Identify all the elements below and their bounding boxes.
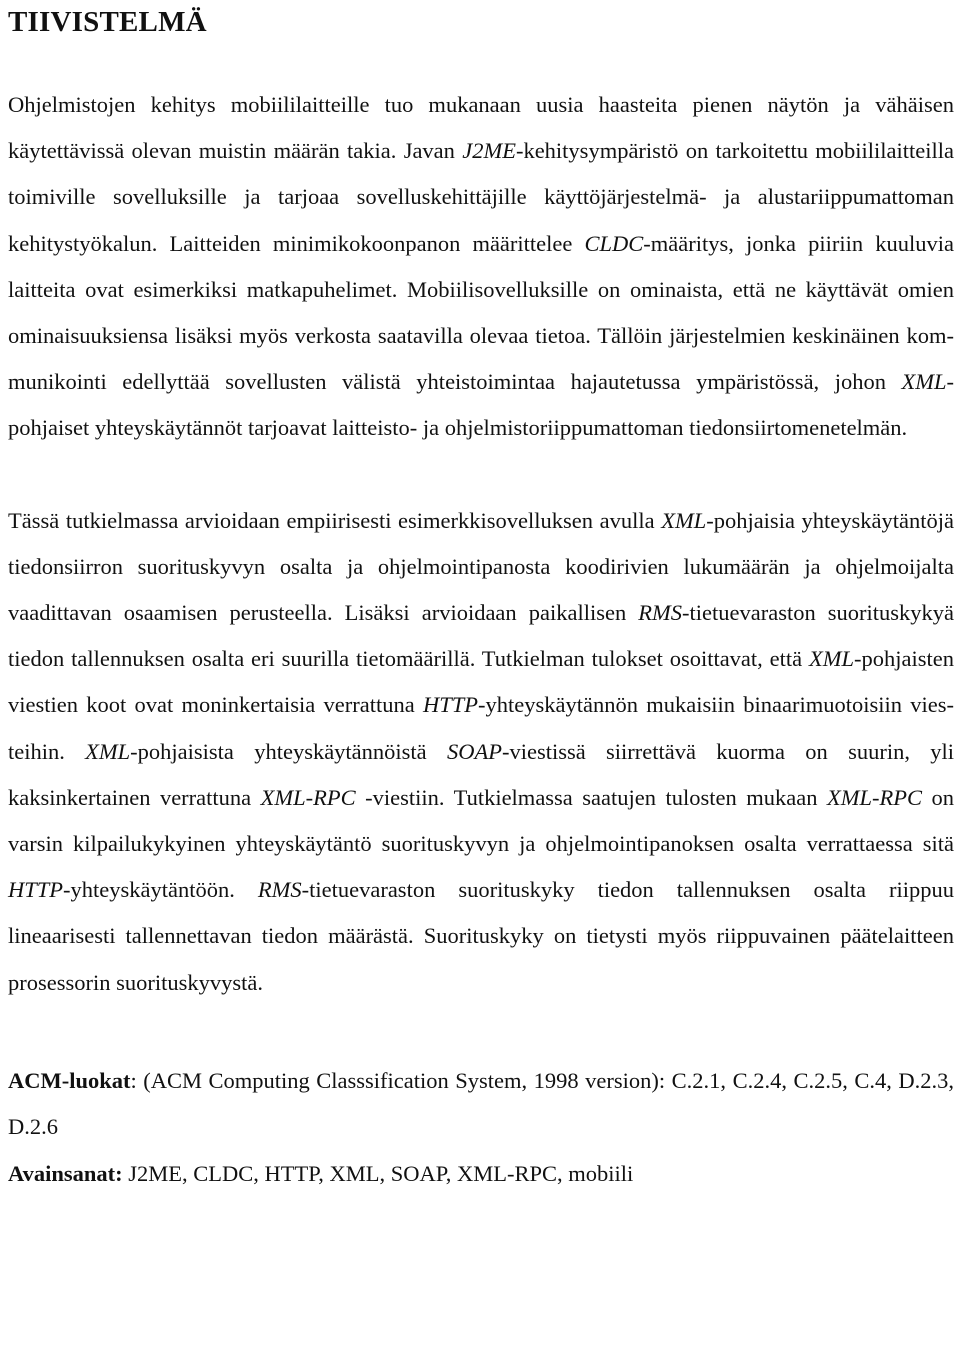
italic-term: SOAP <box>446 738 502 764</box>
text-run: -pohjaisten viestien koot ovat moninkertaisia verrattuna <box>8 646 954 718</box>
italic-term: XML <box>809 646 855 672</box>
keywords <box>8 1151 954 1198</box>
italic-term: XML <box>901 369 947 395</box>
text-run: -pohjaisista yhteyskäytännöistä <box>130 738 447 764</box>
italic-term: XML <box>661 507 707 533</box>
acm-label: ACM-luokat <box>8 1067 131 1093</box>
keywords-label: Avainsanat: <box>8 1160 123 1186</box>
text-run: Ohjelmistojen kehitys mobiililaitteille tuo mukanaan uusia haasteita pienen näytön ja vähäisen käytettävissä olevan muistin määrän takia. Javan <box>8 92 954 164</box>
text-run: -pohjaisia yhteyskäytäntöjä tiedonsiirron suorituskyvyn osalta ja ohjelmointipanosta koodirivien lukumäärän ja ohjelmoijalta vaadittavan osaamisen perusteella. Lisäksi arvioidaan paikallisen <box>8 507 954 626</box>
acm-classification <box>8 1058 954 1151</box>
italic-term: RMS <box>257 877 302 903</box>
italic-term: HTTP <box>8 877 64 903</box>
italic-term: XML-RPC <box>260 784 356 810</box>
italic-term: HTTP <box>422 692 479 718</box>
italic-term: XML-RPC <box>827 784 922 810</box>
section-title: TIIVISTELMÄ <box>8 6 207 38</box>
italic-term: RMS <box>638 600 683 626</box>
text-run: -pohjaiset yhteyskäytännöt tarjoavat laitteisto- ja ohjelmistoriippumattoman tiedonsiirtomenetelmän. <box>8 369 954 441</box>
abstract-paragraph-1 <box>8 82 954 452</box>
text-run: -kehitysympäristö on tarkoitettu mobiililaitteilla toimiville sovelluksille ja tarjoaa sovelluskehittäjille käyttöjärjestelmä- ja alustariippumattoman kehitystyökalun. Laitteiden minimikokoonpanon määrittelee <box>8 138 954 256</box>
text-run: Tässä tutkielmassa arvioidaan empiirisesti esimerkkisovelluksen avulla <box>8 507 662 533</box>
text-run: -tietuevaraston suorituskyky tiedon tallennuksen osalta riippuu lineaarisesti tallennettavan tiedon määrästä. Suorituskyky on tietysti myös riippuvainen päätelaitteen prosessorin suorituskyvystä. <box>8 877 954 995</box>
text-run: -viestiin. Tutkielmassa saatujen tulosten mukaan <box>355 784 827 810</box>
italic-term: CLDC <box>584 230 644 256</box>
italic-term: XML <box>85 738 131 764</box>
text-run: -tietuevaraston suorituskykyä tiedon tallennuksen osalta eri suurilla tietomäärillä. Tutkielman tulokset osoittavat, että <box>8 600 955 672</box>
abstract-paragraph-2 <box>8 498 954 1006</box>
text-run: on varsin kilpailukykyinen yhteyskäytäntö suorituskyvyn ja ohjelmointipanoksen osalta verrattaessa sitä <box>8 784 955 857</box>
keywords-text: J2ME, CLDC, HTTP, XML, SOAP, XML-RPC, mobiili <box>122 1160 634 1186</box>
text-run: -yhteyskäytännön mukaisiin binaarimuotoisiin viesteihin. <box>8 692 955 764</box>
text-run: -yhteyskäytäntöön. <box>63 877 258 903</box>
text-run: -viestissä siirrettävä kuorma on suurin, yli kaksinkertainen verrattuna <box>8 738 954 810</box>
italic-term: J2ME <box>462 138 516 164</box>
text-run: -määritys, jonka piiriin kuuluvia laitteita ovat esimerkiksi matkapuhelimet. Mobiilisovelluksille on ominaista, että ne käyttävät omien ominaisuuksiensa lisäksi myös verkosta saatavilla olevaa tietoa. Tällöin järjestelmien keskinäinen kommunikointi edellyttää sovellusten välistä yhteistoimintaa hajautetussa ympäristössä, johon <box>8 230 954 395</box>
acm-text: : (ACM Computing Classsification System, 1998 version): C.2.1, C.2.4, C.2.5, C.4, D.2.3, D.2.6 <box>8 1067 954 1140</box>
